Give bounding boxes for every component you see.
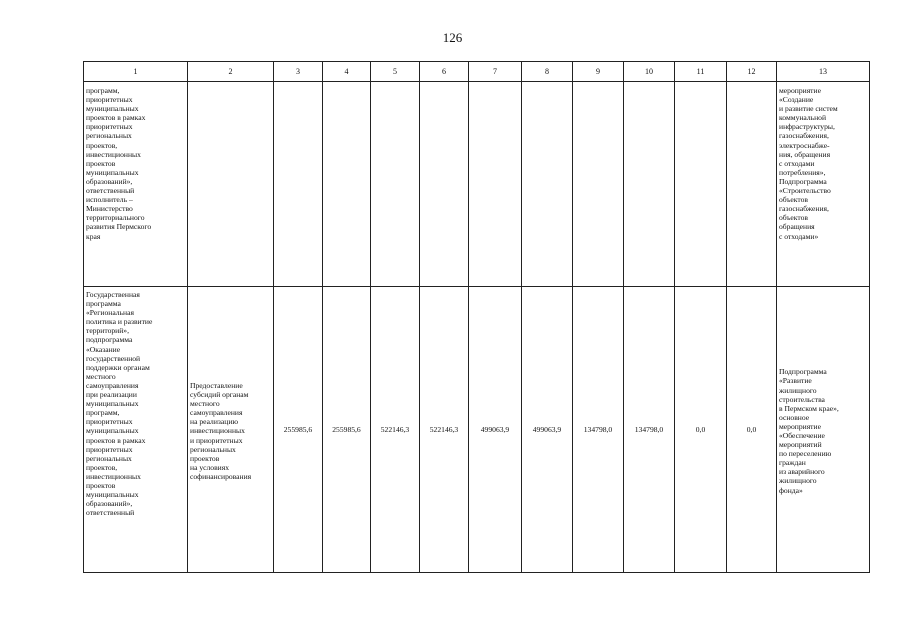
data-table (83, 61, 870, 573)
value-cell: 0,0 (727, 287, 777, 573)
header-cell: 8 (522, 62, 573, 82)
value-cell: 134798,0 (573, 287, 624, 573)
header-cell: 13 (777, 62, 870, 82)
page-number: 126 (442, 30, 463, 45)
header-cell: 6 (420, 62, 469, 82)
empty-cell (420, 82, 469, 287)
subprogram-cell: мероприятие «Создание и развитие систем коммунальной инфраструктуры, газоснабжения, электроснабже- ния, обращения с отходами потребления», Подпрограмма «Строительство объектов газоснабжения, объектов обращения с отходами» (777, 82, 870, 287)
header-cell: 1 (84, 62, 188, 82)
empty-cell (522, 82, 573, 287)
value-cell: 522146,3 (371, 287, 420, 573)
header-cell: 3 (274, 62, 323, 82)
program-description-cell: Государственная программа «Региональная политика и развитие территорий», подпрограмма «Оказание государственной поддержки органам местного самоуправления при реализации муниципальных программ, приоритетных муниципальных проектов в рамках приоритетных региональных проектов, инвестиционных проектов муниципальных образований», ответственный (84, 287, 188, 573)
header-cell: 10 (624, 62, 675, 82)
header-row (84, 62, 870, 82)
header-cell: 11 (675, 62, 727, 82)
empty-cell (274, 82, 323, 287)
header-cell: 7 (469, 62, 522, 82)
program-description-cell: программ, приоритетных муниципальных проектов в рамках приоритетных региональных проектов, инвестиционных проектов муниципальных образований», ответственный исполнитель – Министерство территориального развития Пермского края (84, 82, 188, 287)
empty-cell (323, 82, 371, 287)
empty-cell (727, 82, 777, 287)
value-cell: 499063,9 (522, 287, 573, 573)
value-cell: 499063,9 (469, 287, 522, 573)
empty-cell (469, 82, 522, 287)
header-cell: 12 (727, 62, 777, 82)
header-cell: 2 (188, 62, 274, 82)
subprogram-cell: Подпрограмма «Развитие жилищного строительства в Пермском крае», основное мероприятие «Обеспечение мероприятий по переселению граждан из аварийного жилищного фонда» (777, 287, 870, 573)
empty-cell (675, 82, 727, 287)
empty-cell (624, 82, 675, 287)
value-cell: 134798,0 (624, 287, 675, 573)
value-cell: 0,0 (675, 287, 727, 573)
value-cell: 255985,6 (274, 287, 323, 573)
subsidy-description-cell: Предоставление субсидий органам местного самоуправления на реализацию инвестиционных и приоритетных региональных проектов на условиях софинансирования (188, 287, 274, 573)
header-cell: 5 (371, 62, 420, 82)
table-row (84, 82, 870, 287)
empty-cell (371, 82, 420, 287)
header-cell: 4 (323, 62, 371, 82)
value-cell: 522146,3 (420, 287, 469, 573)
header-cell: 9 (573, 62, 624, 82)
table-row (84, 287, 870, 573)
value-cell: 255985,6 (323, 287, 371, 573)
empty-cell (573, 82, 624, 287)
empty-cell (188, 82, 274, 287)
